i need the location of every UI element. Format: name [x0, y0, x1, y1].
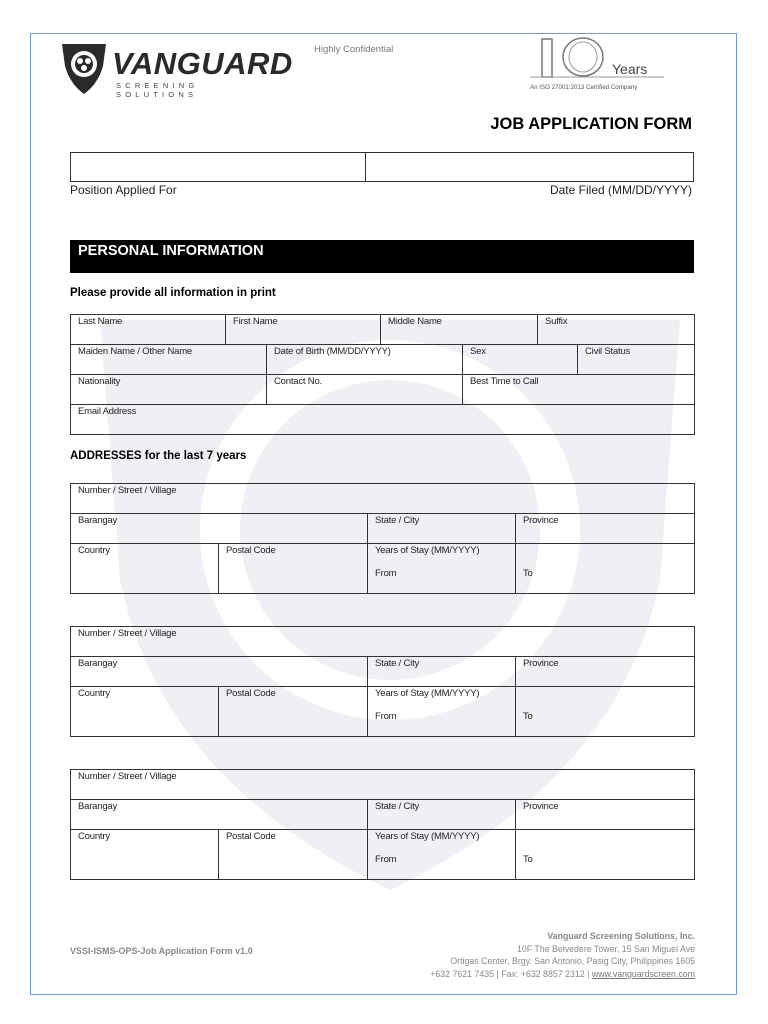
sex-field[interactable]	[463, 345, 578, 374]
years-from-field[interactable]	[368, 544, 516, 593]
street-field[interactable]	[71, 627, 695, 656]
field-label: Contact No.	[274, 376, 322, 387]
years-label: Years	[612, 61, 648, 77]
address-block	[70, 626, 695, 737]
postal-code-field[interactable]	[219, 830, 368, 879]
field-label: State / City	[375, 801, 420, 812]
field-label: Last Name	[78, 316, 123, 327]
years-to-field[interactable]	[516, 544, 695, 593]
field-label: Country	[78, 545, 110, 556]
field-label: State / City	[375, 658, 420, 669]
state-city-field[interactable]	[368, 514, 516, 543]
field-label: Province	[523, 658, 559, 669]
field-label: Country	[78, 831, 110, 842]
field-label: Civil Status	[585, 346, 631, 357]
field-label: Years of Stay (MM/YYYY)	[375, 831, 480, 842]
phone-fax: +632 7621 7435 | Fax: +632 8857 2312 |	[430, 968, 592, 979]
position-table	[70, 152, 694, 182]
civil-status-field[interactable]	[578, 345, 695, 374]
field-label: First Name	[233, 316, 278, 327]
barangay-field[interactable]	[71, 800, 368, 829]
company-name: Vanguard Screening Solutions, Inc.	[547, 931, 695, 941]
iso-certification: An ISO 27001:2013 Certified Company	[530, 84, 638, 91]
email-field[interactable]	[71, 405, 695, 434]
date-filed-input[interactable]	[366, 153, 693, 181]
to-label: To	[523, 854, 533, 865]
field-label: Barangay	[78, 801, 118, 812]
contact-no-field[interactable]	[267, 375, 463, 404]
street-field[interactable]	[71, 484, 695, 513]
address-block	[70, 769, 695, 880]
province-field[interactable]	[516, 514, 695, 543]
company-address-block	[430, 930, 695, 980]
street-field[interactable]	[71, 770, 695, 799]
barangay-field[interactable]	[71, 657, 368, 686]
position-label: Position Applied For	[70, 183, 177, 197]
to-label: To	[523, 568, 533, 579]
field-label: Years of Stay (MM/YYYY)	[375, 545, 480, 556]
field-label: Postal Code	[226, 688, 276, 699]
field-label: Number / Street / Village	[78, 771, 177, 782]
date-of-birth-field[interactable]	[267, 345, 463, 374]
instruction-text: Please provide all information in print	[70, 287, 276, 299]
logo-tagline: SCREENING SOLUTIONS	[116, 81, 199, 99]
section-header-personal: PERSONAL INFORMATION	[70, 240, 694, 273]
last-name-field[interactable]	[71, 315, 226, 344]
country-field[interactable]	[71, 544, 219, 593]
field-label: Date of Birth (MM/DD/YYYY)	[274, 346, 391, 357]
date-filed-label: Date Filed (MM/DD/YYYY)	[549, 183, 692, 197]
field-label: Maiden Name / Other Name	[78, 346, 192, 357]
personal-info-grid	[70, 314, 695, 435]
field-label: Nationality	[78, 376, 121, 387]
field-label: Province	[523, 801, 559, 812]
field-label: Email Address	[78, 406, 137, 417]
field-label: Middle Name	[388, 316, 442, 327]
field-label: State / City	[375, 515, 420, 526]
state-city-field[interactable]	[368, 800, 516, 829]
confidential-label: Highly Confidential	[314, 44, 394, 55]
vanguard-shield-icon	[60, 40, 108, 96]
address-block	[70, 483, 695, 594]
form-title: JOB APPLICATION FORM	[490, 115, 692, 133]
field-label: Number / Street / Village	[78, 628, 177, 639]
middle-name-field[interactable]	[381, 315, 538, 344]
field-label: Country	[78, 688, 110, 699]
from-label: From	[375, 854, 397, 865]
field-label: Province	[523, 515, 559, 526]
years-to-field[interactable]	[516, 830, 695, 879]
address-line-2: Ortigas Center, Brgy. San Antonio, Pasig City, Philippines 1605	[450, 956, 695, 967]
best-time-field[interactable]	[463, 375, 695, 404]
state-city-field[interactable]	[368, 657, 516, 686]
suffix-field[interactable]	[538, 315, 695, 344]
field-label: Sex	[470, 346, 486, 357]
addresses-heading: ADDRESSES for the last 7 years	[70, 450, 247, 462]
field-label: Years of Stay (MM/YYYY)	[375, 688, 480, 699]
postal-code-field[interactable]	[219, 687, 368, 736]
field-label: Suffix	[545, 316, 568, 327]
from-label: From	[375, 711, 397, 722]
logo-wordmark: VANGUARD	[112, 46, 293, 81]
address-line-1: 10F The Belvedere Tower, 15 San Miguel Ave	[516, 943, 695, 954]
nationality-field[interactable]	[71, 375, 267, 404]
barangay-field[interactable]	[71, 514, 368, 543]
contact-line	[430, 968, 695, 981]
postal-code-field[interactable]	[219, 544, 368, 593]
years-to-field[interactable]	[516, 687, 695, 736]
field-label: Barangay	[78, 515, 118, 526]
first-name-field[interactable]	[226, 315, 381, 344]
province-field[interactable]	[516, 657, 695, 686]
field-label: Number / Street / Village	[78, 485, 177, 496]
website-link[interactable]: www.vanguardscreen.com	[591, 968, 695, 979]
field-label: Barangay	[78, 658, 118, 669]
maiden-name-field[interactable]	[71, 345, 267, 374]
country-field[interactable]	[71, 687, 219, 736]
years-from-field[interactable]	[368, 830, 516, 879]
field-label: Best Time to Call	[470, 376, 539, 387]
document-code: VSSI-ISMS-OPS-Job Application Form v1.0	[70, 946, 253, 956]
from-label: From	[375, 568, 397, 579]
field-label: Postal Code	[226, 545, 276, 556]
years-from-field[interactable]	[368, 687, 516, 736]
position-input[interactable]	[71, 153, 366, 181]
province-field[interactable]	[516, 800, 695, 829]
to-label: To	[523, 711, 533, 722]
country-field[interactable]	[71, 830, 219, 879]
vanguard-logo	[60, 40, 293, 99]
field-label: Postal Code	[226, 831, 276, 842]
